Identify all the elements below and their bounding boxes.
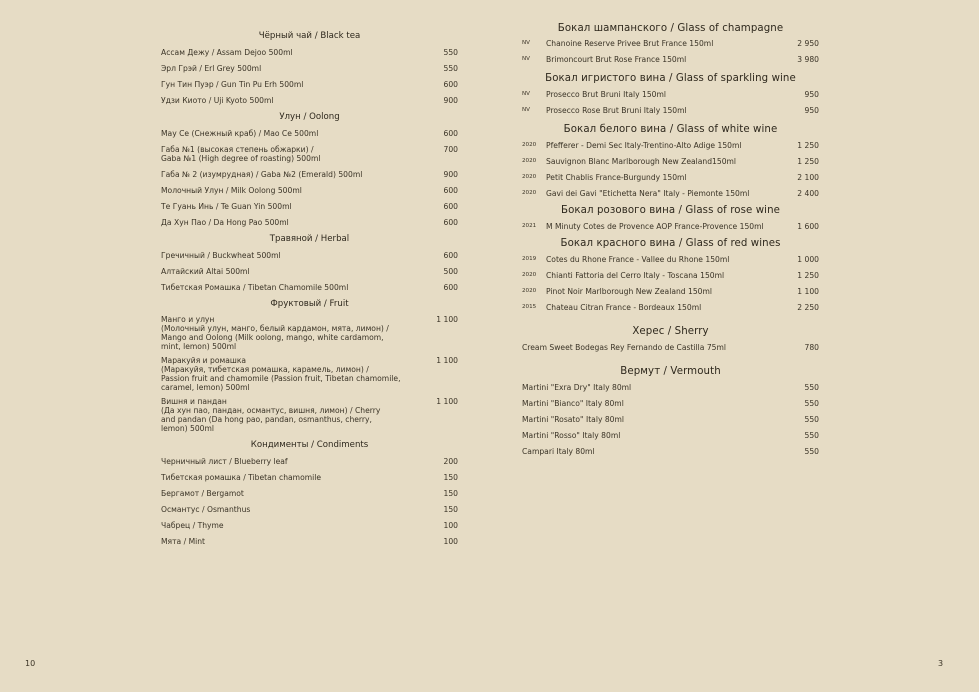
item-price: 1 250 <box>797 157 819 166</box>
section-title: Бокал красного вина / Glass of red wines <box>560 238 781 249</box>
item-price: 100 <box>443 521 458 530</box>
item-name: Эрл Грэй / Erl Grey 500ml <box>161 64 262 73</box>
item-name: Pfefferer - Demi Sec Italy-Trentino-Alto Adige 150ml <box>546 141 742 150</box>
item-price: 1 100 <box>436 397 458 406</box>
item-price: 1 250 <box>797 271 819 280</box>
item-name: Chanoine Reserve Privee Brut France 150ml <box>546 39 714 48</box>
menu-item <box>161 145 458 163</box>
menu-item <box>522 55 819 64</box>
item-name: Campari Italy 80ml <box>522 447 595 456</box>
menu-item <box>161 457 458 466</box>
item-name: M Minuty Cotes de Provence AOP France-Provence 150ml <box>546 222 764 231</box>
item-name: Prosecco Brut Bruni Italy 150ml <box>546 90 666 99</box>
item-vintage: 2020 <box>522 142 537 148</box>
menu-item <box>161 186 458 195</box>
menu-section-herbal <box>161 234 458 292</box>
item-price: 600 <box>443 283 458 292</box>
menu-item <box>161 251 458 260</box>
item-name: Prosecco Rose Brut Bruni Italy 150ml <box>546 106 687 115</box>
item-vintage: 2015 <box>522 304 537 310</box>
item-name: Маракуйя и ромашка (Маракуйя, тибетская ромашка, карамель, лимон) / Passion fruit and chamomile (Passion fruit, Tibetan chamomile, caramel, lemon) 500ml <box>161 356 401 392</box>
menu-item <box>522 189 819 198</box>
menu-section-condiments <box>161 440 458 546</box>
item-name: Brimoncourt Brut Rose France 150ml <box>546 55 687 64</box>
item-price: 550 <box>443 64 458 73</box>
section-title: Травяной / Herbal <box>269 234 350 244</box>
menu-item <box>522 287 819 296</box>
menu-item <box>161 48 458 57</box>
item-price: 550 <box>804 431 819 440</box>
item-price: 150 <box>443 473 458 482</box>
section-title: Кондименты / Condiments <box>250 440 369 450</box>
wine-menu-column <box>522 23 819 463</box>
item-price: 500 <box>443 267 458 276</box>
menu-section-white-wine <box>522 124 819 198</box>
item-price: 550 <box>443 48 458 57</box>
section-title: Улун / Oolong <box>279 112 340 122</box>
menu-section-sparkling <box>522 73 819 115</box>
menu-item <box>161 505 458 514</box>
menu-item <box>522 399 819 408</box>
item-name: Martini "Rosato" Italy 80ml <box>522 415 625 424</box>
section-title: Фруктовый / Fruit <box>270 299 349 309</box>
item-price: 600 <box>443 186 458 195</box>
item-price: 2 400 <box>797 189 819 198</box>
menu-section-rose-wine <box>522 205 819 231</box>
menu-item <box>522 141 819 150</box>
menu-item <box>522 431 819 440</box>
item-name: Pinot Noir Marlborough New Zealand 150ml <box>546 287 713 296</box>
menu-section-red-wine <box>522 238 819 312</box>
item-price: 2 100 <box>797 173 819 182</box>
item-vintage: 2019 <box>522 256 537 262</box>
menu-item <box>522 173 819 182</box>
menu-item <box>161 80 458 89</box>
item-name: Ассам Дежу / Assam Dejoo 500ml <box>161 48 293 57</box>
item-price: 900 <box>443 96 458 105</box>
menu-item <box>522 90 819 99</box>
item-price: 600 <box>443 251 458 260</box>
menu-item <box>161 64 458 73</box>
item-name: Petit Chablis France-Burgundy 150ml <box>546 173 687 182</box>
item-vintage: 2021 <box>522 223 537 229</box>
item-price: 1 000 <box>797 255 819 264</box>
item-vintage: 2020 <box>522 158 537 164</box>
item-price: 1 100 <box>797 287 819 296</box>
item-price: 3 980 <box>797 55 819 64</box>
item-vintage: 2020 <box>522 288 537 294</box>
menu-item <box>161 218 458 227</box>
menu-item <box>161 170 458 179</box>
menu-item <box>161 129 458 138</box>
menu-item <box>522 415 819 424</box>
menu-item <box>161 537 458 546</box>
section-title: Бокал розового вина / Glass of rose wine <box>561 205 780 216</box>
item-name: Османтус / Osmanthus <box>161 505 251 514</box>
item-name: Cream Sweet Bodegas Rey Fernando de Castilla 75ml <box>522 343 726 352</box>
menu-item <box>161 521 458 530</box>
menu-item <box>161 267 458 276</box>
menu-item <box>522 343 819 352</box>
menu-section-champagne <box>522 23 819 64</box>
item-name: Гречичный / Buckwheat 500ml <box>161 251 281 260</box>
item-name: Cotes du Rhone France - Vallee du Rhone 150ml <box>546 255 730 264</box>
item-name: Gavi dei Gavi "Etichetta Nera" Italy - Piemonte 150ml <box>546 189 750 198</box>
item-price: 550 <box>804 383 819 392</box>
item-price: 900 <box>443 170 458 179</box>
item-price: 1 250 <box>797 141 819 150</box>
menu-item <box>522 255 819 264</box>
menu-item <box>522 222 819 231</box>
section-title: Чёрный чай / Black tea <box>258 31 361 41</box>
menu-item <box>522 39 819 48</box>
menu-item <box>161 397 458 433</box>
item-name: Удзи Киото / Uji Kyoto 500ml <box>161 96 274 105</box>
item-price: 1 600 <box>797 222 819 231</box>
menu-item <box>522 271 819 280</box>
item-price: 950 <box>804 90 819 99</box>
menu-section-black-tea <box>161 31 458 105</box>
menu-item <box>161 96 458 105</box>
item-name: Черничный лист / Blueberry leaf <box>161 457 288 466</box>
item-name: Те Гуань Инь / Te Guan Yin 500ml <box>161 202 292 211</box>
menu-item <box>161 315 458 351</box>
item-name: Chianti Fattoria del Cerro Italy - Toscana 150ml <box>546 271 725 280</box>
item-name: Молочный Улун / Milk Oolong 500ml <box>161 186 302 195</box>
menu-item <box>522 447 819 456</box>
page-number-left: 10 <box>25 659 36 668</box>
item-price: 600 <box>443 80 458 89</box>
item-price: 150 <box>443 505 458 514</box>
item-price: 150 <box>443 489 458 498</box>
item-price: 600 <box>443 218 458 227</box>
item-vintage: NV <box>522 56 531 62</box>
item-name: Бергамот / Bergamot <box>161 489 244 498</box>
item-price: 1 100 <box>436 315 458 324</box>
item-vintage: 2020 <box>522 272 537 278</box>
item-price: 2 250 <box>797 303 819 312</box>
item-name: Вишня и пандан (Да хун пао, пандан, османтус, вишня, лимон) / Cherry and pandan (Da hong pao, pandan, osmanthus, cherry, lemon) 500ml <box>161 397 381 433</box>
menu-item <box>161 283 458 292</box>
menu-item <box>522 383 819 392</box>
item-name: Тибетская ромашка / Tibetan chamomile <box>161 473 322 482</box>
section-title: Вермут / Vermouth <box>620 366 721 377</box>
menu-item <box>522 303 819 312</box>
item-name: Алтайский Altai 500ml <box>161 267 250 276</box>
menu-item <box>522 157 819 166</box>
item-vintage: NV <box>522 40 531 46</box>
item-price: 2 950 <box>797 39 819 48</box>
item-price: 550 <box>804 447 819 456</box>
item-name: Чабрец / Thyme <box>161 521 224 530</box>
item-name: Chateau Citran France - Bordeaux 150ml <box>546 303 702 312</box>
item-price: 700 <box>443 145 458 154</box>
section-title: Херес / Sherry <box>632 326 709 337</box>
menu-section-oolong <box>161 112 458 227</box>
item-price: 780 <box>804 343 819 352</box>
item-price: 550 <box>804 399 819 408</box>
item-vintage: NV <box>522 91 531 97</box>
item-name: Габа №1 (высокая степень обжарки) / Gaba №1 (High degree of roasting) 500ml <box>161 145 321 163</box>
item-price: 600 <box>443 202 458 211</box>
item-name: Мау Се (Снежный краб) / Mao Ce 500ml <box>161 129 319 138</box>
item-price: 600 <box>443 129 458 138</box>
item-name: Габа № 2 (изумрудная) / Gaba №2 (Emerald) 500ml <box>161 170 363 179</box>
item-price: 550 <box>804 415 819 424</box>
menu-item <box>161 489 458 498</box>
menu-section-fruit <box>161 299 458 433</box>
item-name: Да Хун Пао / Da Hong Pao 500ml <box>161 218 289 227</box>
item-vintage: 2020 <box>522 190 537 196</box>
item-name: Гун Тин Пуэр / Gun Tin Pu Erh 500ml <box>161 80 304 89</box>
item-name: Martini "Exra Dry" Italy 80ml <box>522 383 632 392</box>
item-name: Манго и улун (Молочный улун, манго, белый кардамон, мята, лимон) / Mango and Oolong (Milk oolong, mango, white cardamom, mint, lemon) 500ml <box>161 315 389 351</box>
section-title: Бокал игристого вина / Glass of sparkling wine <box>545 73 796 84</box>
tea-menu-column <box>161 31 458 553</box>
item-name: Мята / Mint <box>161 537 206 546</box>
page-number-right: 3 <box>938 659 944 668</box>
item-vintage: 2020 <box>522 174 537 180</box>
item-name: Sauvignon Blanc Marlborough New Zealand150ml <box>546 157 737 166</box>
item-vintage: NV <box>522 107 531 113</box>
menu-item <box>522 106 819 115</box>
item-price: 200 <box>443 457 458 466</box>
item-name: Martini "Rosso" Italy 80ml <box>522 431 621 440</box>
item-name: Тибетская Ромашка / Tibetan Chamomile 500ml <box>161 283 349 292</box>
menu-section-sherry <box>522 326 819 352</box>
menu-item <box>161 202 458 211</box>
section-title: Бокал шампанского / Glass of champagne <box>557 23 784 34</box>
item-name: Martini "Bianco" Italy 80ml <box>522 399 624 408</box>
item-price: 1 100 <box>436 356 458 365</box>
menu-section-vermouth <box>522 366 819 456</box>
item-price: 100 <box>443 537 458 546</box>
menu-item <box>161 356 458 392</box>
item-price: 950 <box>804 106 819 115</box>
section-title: Бокал белого вина / Glass of white wine <box>563 124 778 135</box>
menu-item <box>161 473 458 482</box>
